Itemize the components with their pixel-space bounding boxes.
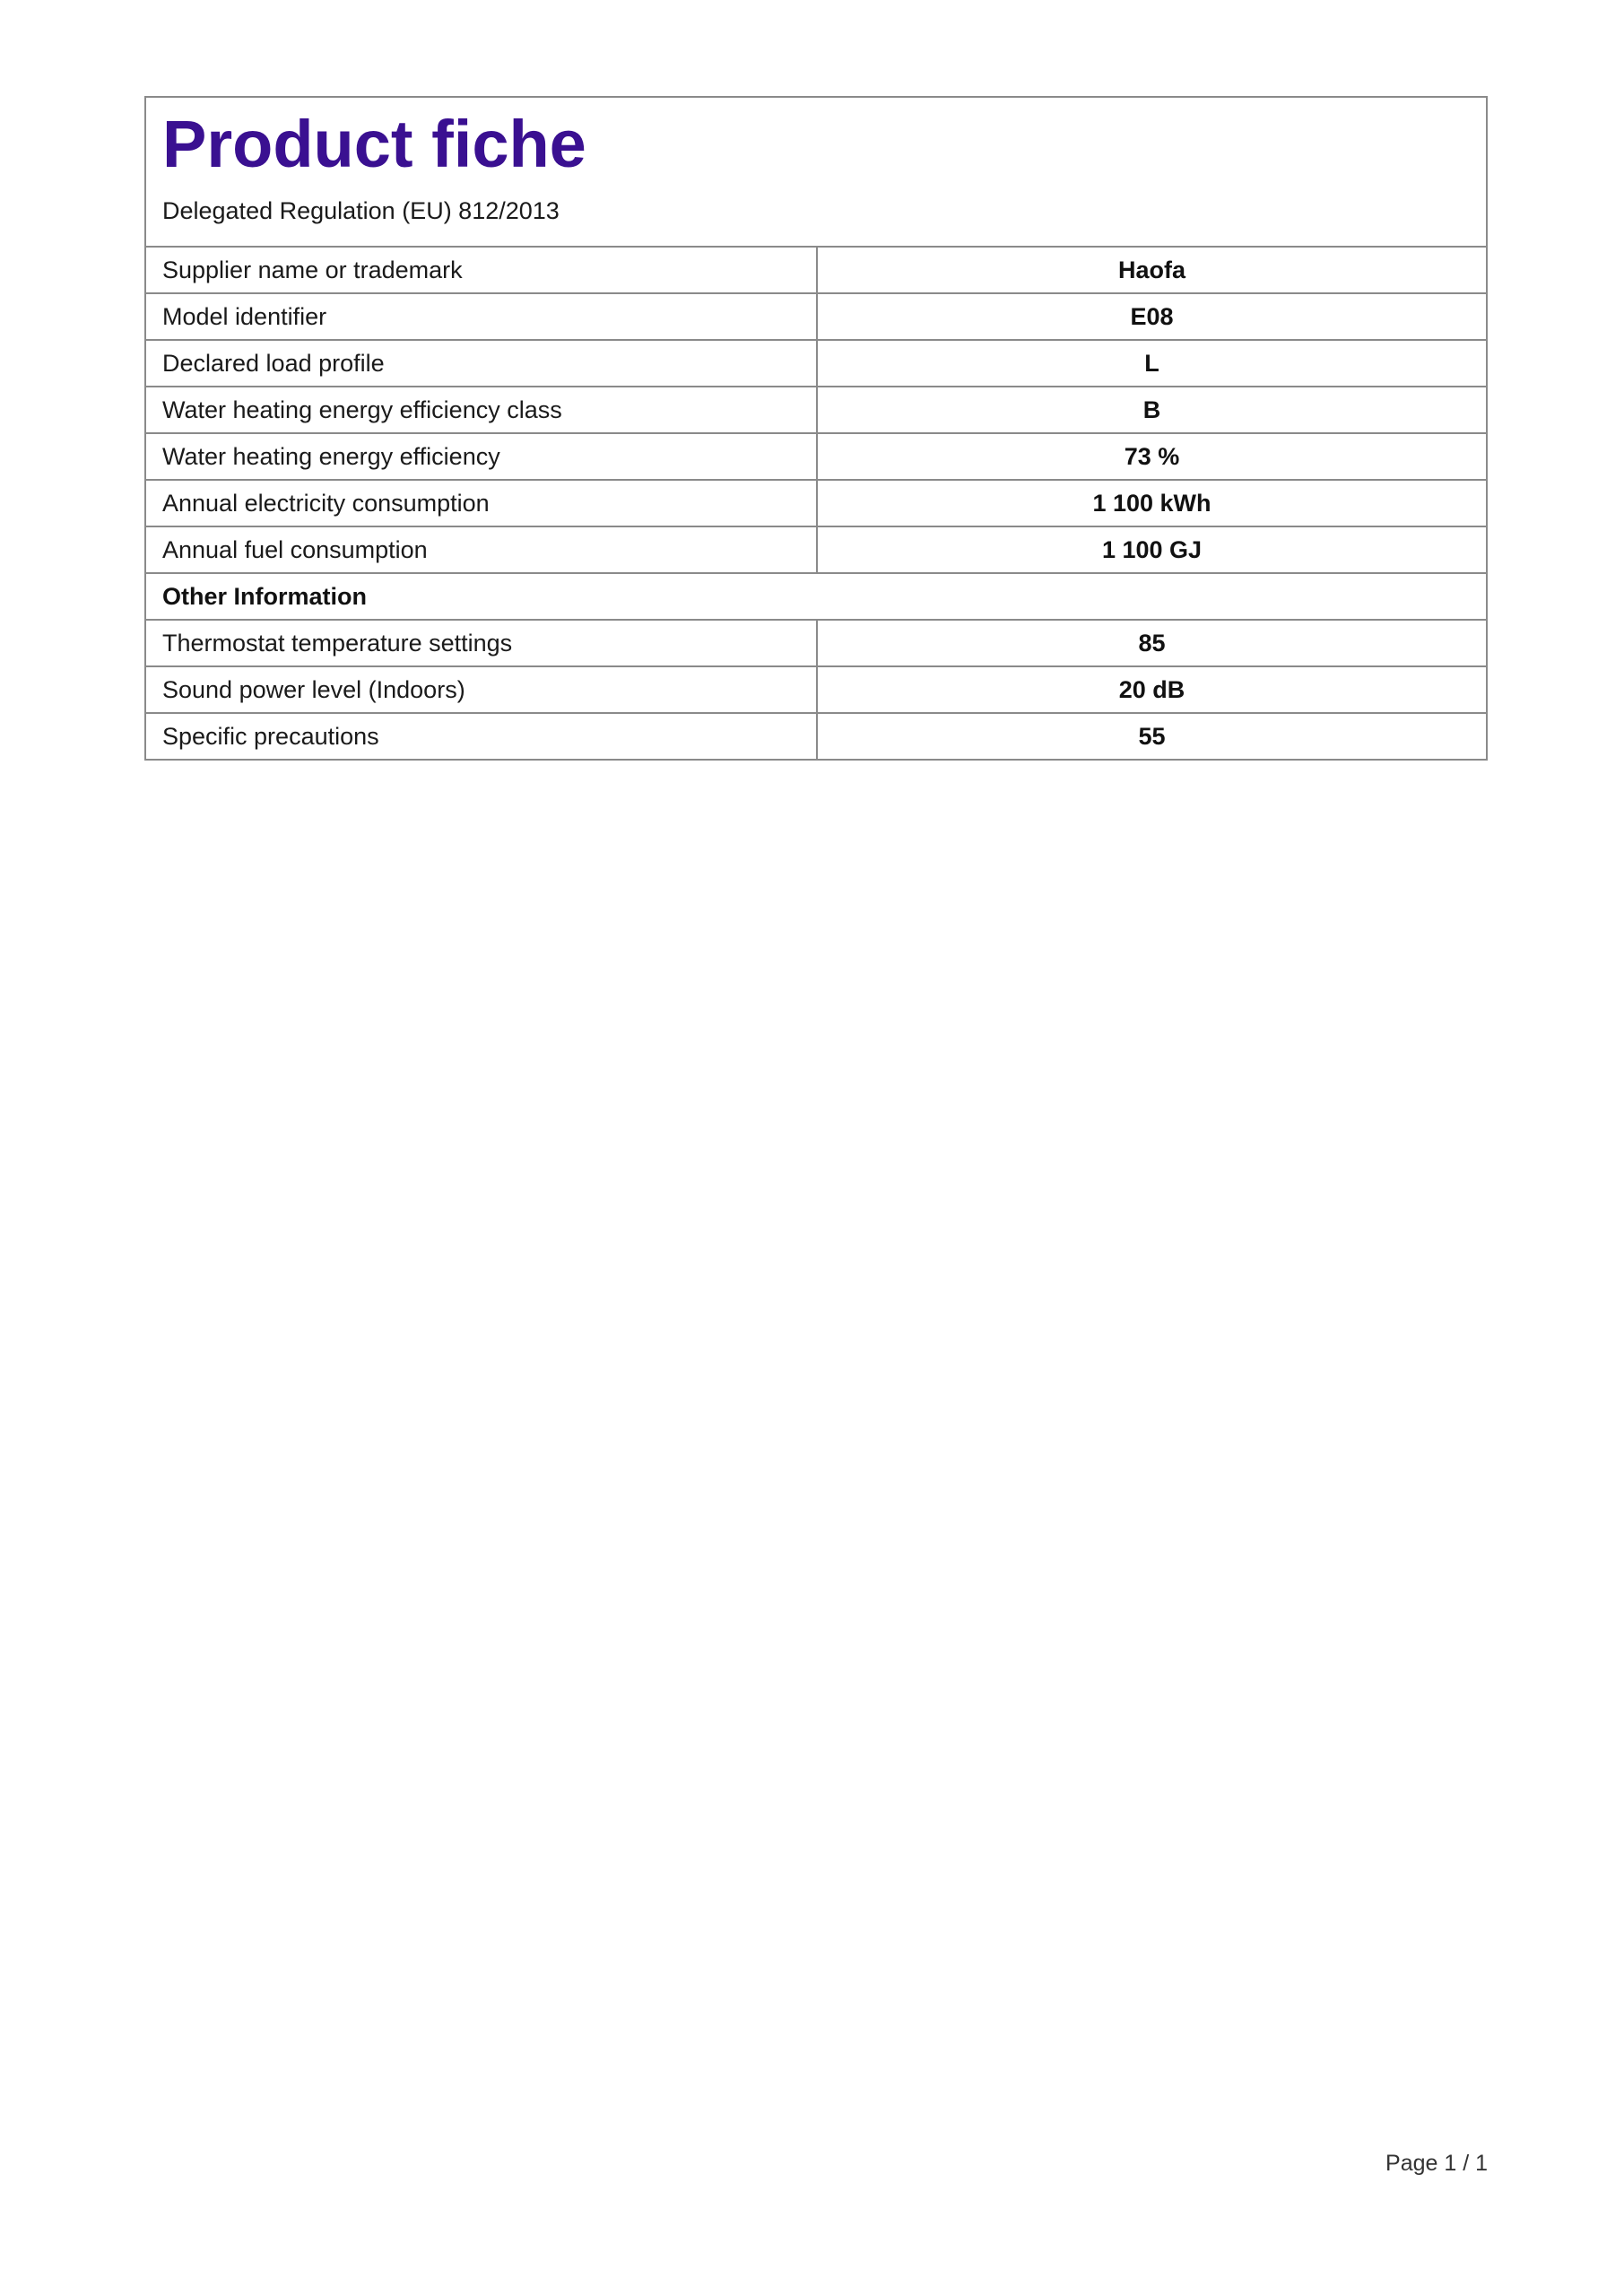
row-value: 1 100 GJ — [817, 526, 1486, 573]
row-label: Water heating energy efficiency — [146, 433, 817, 480]
table-row — [146, 480, 1486, 526]
row-value: Haofa — [817, 247, 1486, 293]
row-value: 20 dB — [817, 666, 1486, 713]
row-value: 1 100 kWh — [817, 480, 1486, 526]
row-value: L — [817, 340, 1486, 387]
row-label: Thermostat temperature settings — [146, 620, 817, 666]
table-row — [146, 387, 1486, 433]
fiche-header — [146, 98, 1486, 246]
fiche-table — [146, 246, 1486, 759]
row-value: 73 % — [817, 433, 1486, 480]
row-value: E08 — [817, 293, 1486, 340]
row-label: Sound power level (Indoors) — [146, 666, 817, 713]
row-label: Specific precautions — [146, 713, 817, 759]
row-label: Model identifier — [146, 293, 817, 340]
section-heading: Other Information — [146, 573, 1486, 620]
regulation-subtitle: Delegated Regulation (EU) 812/2013 — [162, 197, 560, 224]
table-row — [146, 713, 1486, 759]
table-row — [146, 340, 1486, 387]
row-label: Declared load profile — [146, 340, 817, 387]
row-value: 85 — [817, 620, 1486, 666]
page-number: Page 1 / 1 — [1385, 2151, 1488, 2176]
product-fiche — [144, 96, 1488, 761]
section-row — [146, 573, 1486, 620]
table-row — [146, 620, 1486, 666]
row-label: Annual electricity consumption — [146, 480, 817, 526]
row-label: Supplier name or trademark — [146, 247, 817, 293]
table-row — [146, 526, 1486, 573]
row-label: Water heating energy efficiency class — [146, 387, 817, 433]
page-title: Product fiche — [162, 107, 586, 181]
row-label: Annual fuel consumption — [146, 526, 817, 573]
row-value: B — [817, 387, 1486, 433]
table-row — [146, 433, 1486, 480]
row-value: 55 — [817, 713, 1486, 759]
table-row — [146, 293, 1486, 340]
table-row — [146, 247, 1486, 293]
table-row — [146, 666, 1486, 713]
